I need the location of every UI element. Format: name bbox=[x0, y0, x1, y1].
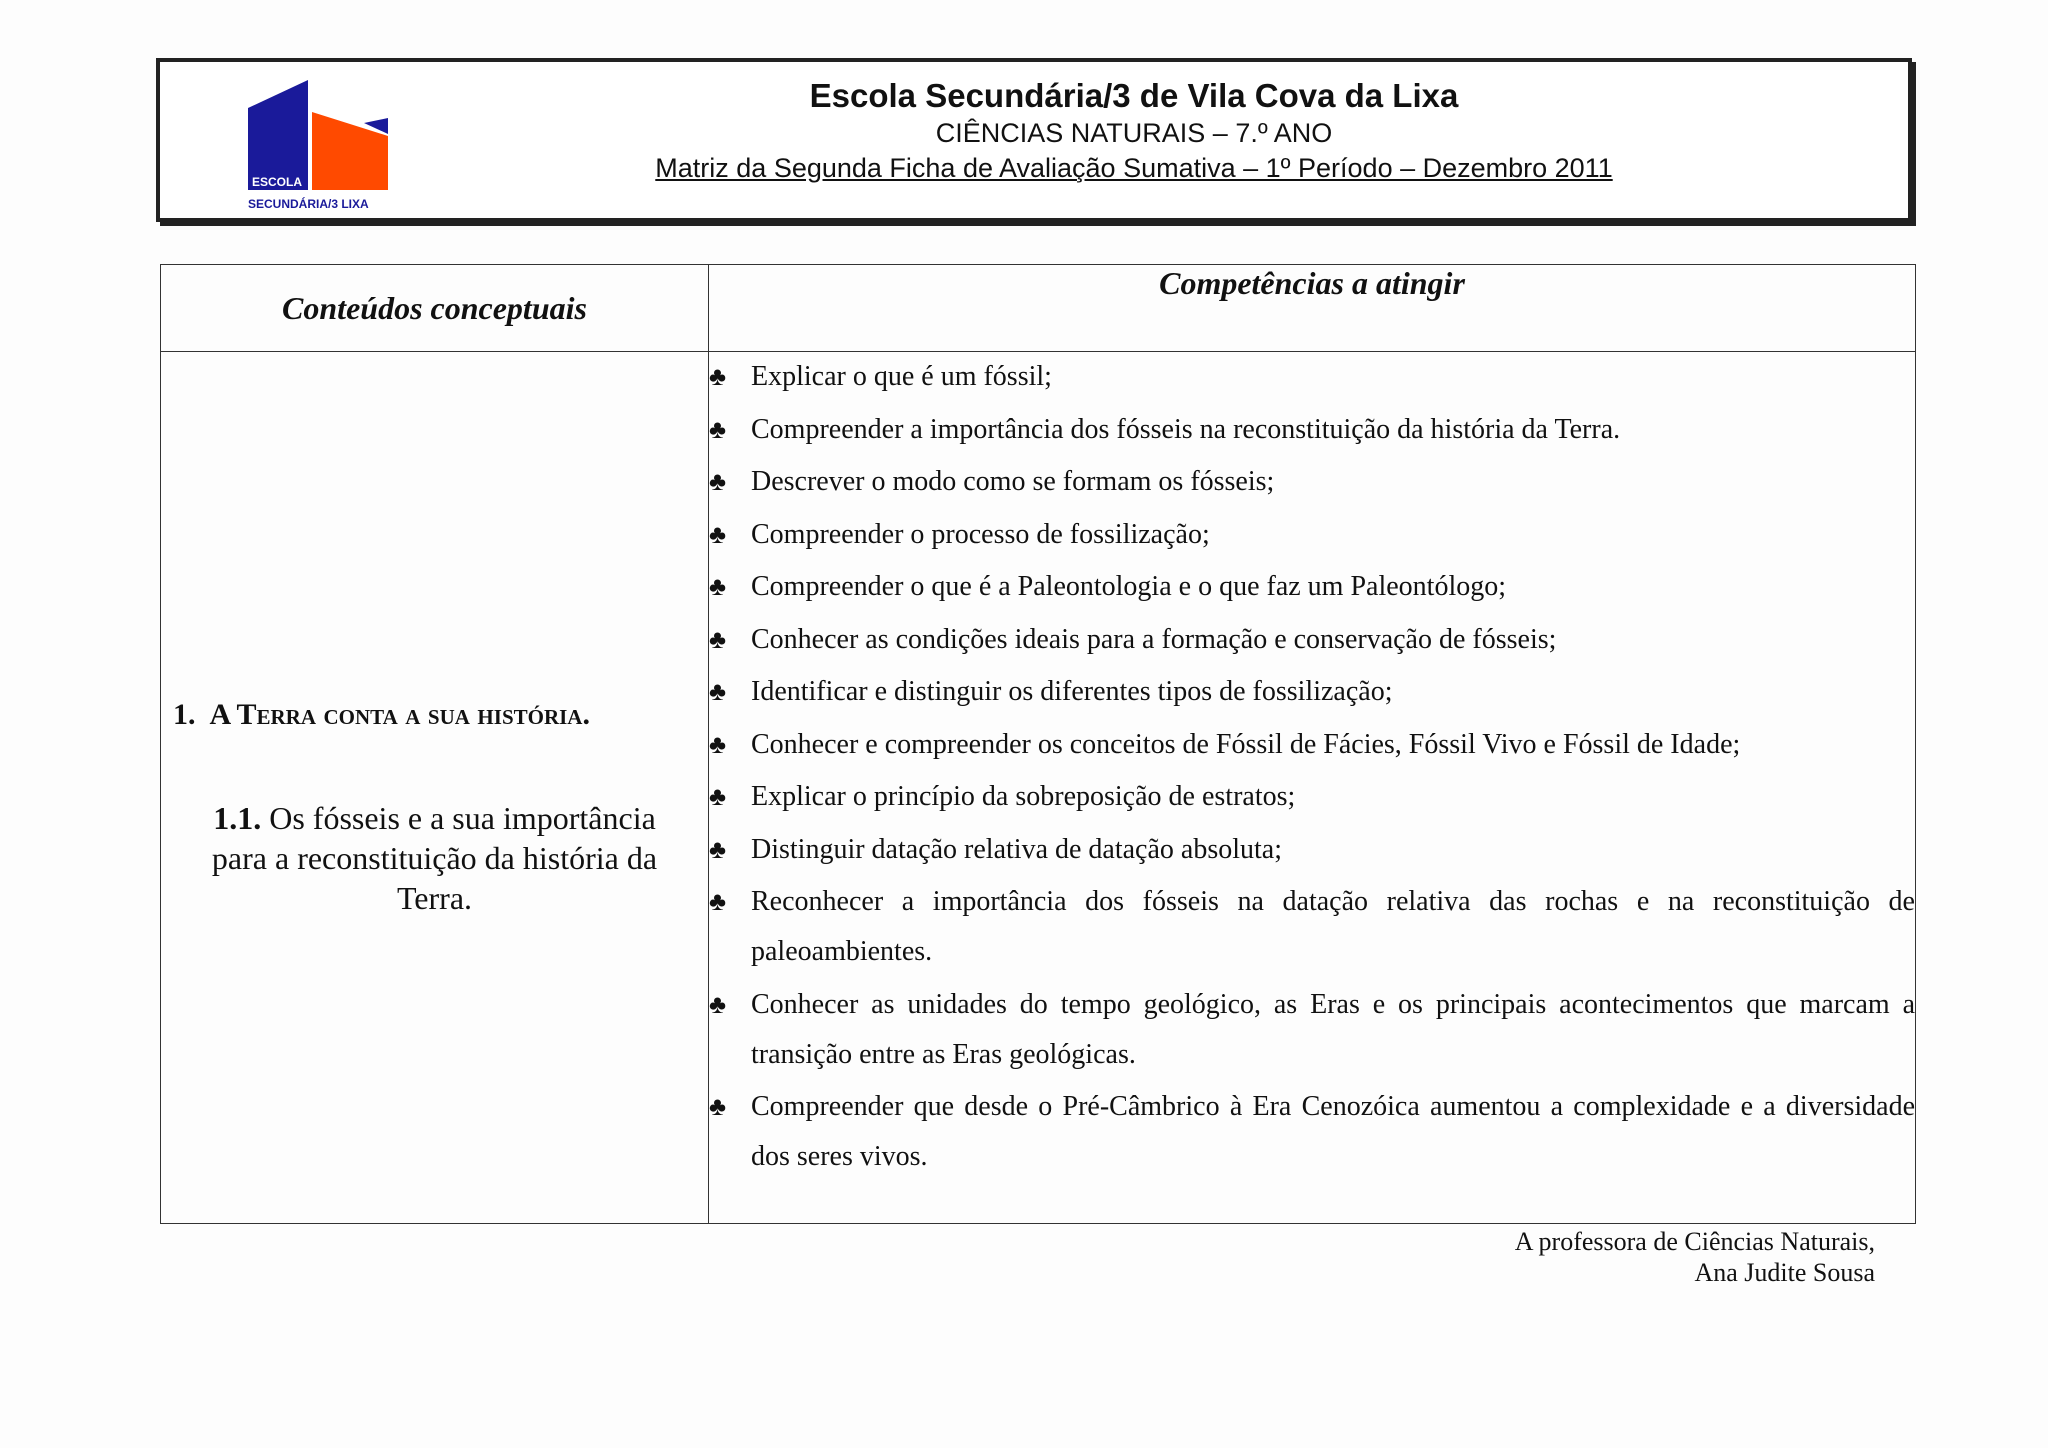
logo-text-secundaria: SECUNDÁRIA/3 LIXA bbox=[248, 197, 369, 211]
subtopic-title: Os fósseis e a sua importância para a reconstituição da história da Terra. bbox=[211, 799, 658, 916]
list-item bbox=[709, 720, 1915, 770]
competency-text: Compreender o processo de fossilização; bbox=[751, 518, 1210, 550]
club-bullet-icon: ♣ bbox=[709, 414, 727, 444]
club-bullet-icon: ♣ bbox=[709, 1092, 727, 1121]
competency-text: Reconhecer a importância dos fósseis na datação relativa das rochas e na reconstituição de paleoambientes. bbox=[751, 886, 1915, 967]
list-item bbox=[709, 405, 1915, 455]
competency-text: Compreender que desde o Pré-Câmbrico à Era Cenozóica aumentou a complexidade e a diversidade dos seres vivos. bbox=[751, 1091, 1915, 1172]
column-header-contents: Conteúdos conceptuais bbox=[161, 265, 709, 352]
list-item bbox=[709, 562, 1915, 612]
club-bullet-icon: ♣ bbox=[709, 624, 727, 654]
list-item bbox=[709, 510, 1915, 560]
competency-text: Explicar o princípio da sobreposição de estratos; bbox=[751, 781, 1296, 812]
signature-role: A professora de Ciências Naturais, bbox=[1514, 1227, 1875, 1256]
club-bullet-icon: ♣ bbox=[709, 362, 727, 391]
matrix-title: Matriz da Segunda Ficha de Avaliação Sumativa – 1º Período – Dezembro 2011 bbox=[655, 153, 1613, 183]
competency-text: Conhecer as unidades do tempo geológico, as Eras e os principais acontecimentos que marcam a transição entre as Eras geológicas. bbox=[751, 988, 1915, 1070]
competency-text: Descrever o modo como se formam os fósseis; bbox=[751, 466, 1275, 497]
competency-text: Conhecer as condições ideais para a formação e conservação de fósseis; bbox=[751, 623, 1557, 655]
list-item bbox=[709, 825, 1915, 875]
competency-text: Explicar o que é um fóssil; bbox=[751, 361, 1052, 392]
school-name: Escola Secundária/3 de Vila Cova da Lixa bbox=[809, 77, 1459, 114]
list-item bbox=[709, 980, 1915, 1080]
topic-number: 1. bbox=[173, 697, 196, 731]
signature bbox=[1515, 1226, 1875, 1288]
list-item bbox=[709, 1082, 1915, 1182]
list-item bbox=[709, 352, 1915, 402]
competencies-list bbox=[709, 352, 1915, 1182]
competency-text: Compreender o que é a Paleontologia e o que faz um Paleontólogo; bbox=[751, 571, 1507, 602]
club-bullet-icon: ♣ bbox=[709, 782, 727, 811]
logo-blue-block bbox=[248, 80, 308, 190]
competency-text: Identificar e distinguir os diferentes tipos de fossilização; bbox=[751, 676, 1393, 707]
competencies-cell bbox=[709, 352, 1916, 1224]
list-item bbox=[709, 772, 1915, 822]
subject-title: CIÊNCIAS NATURAIS – 7.º ANO bbox=[935, 118, 1333, 148]
club-bullet-icon: ♣ bbox=[709, 467, 727, 496]
signature-name: Ana Judite Sousa bbox=[1694, 1258, 1875, 1287]
logo-text-escola: ESCOLA bbox=[252, 175, 303, 189]
list-item bbox=[709, 667, 1915, 717]
list-item bbox=[709, 877, 1915, 977]
list-item bbox=[709, 457, 1915, 507]
club-bullet-icon: ♣ bbox=[709, 572, 727, 601]
document-header bbox=[156, 58, 1912, 222]
column-header-competencies: Competências a atingir bbox=[709, 265, 1916, 352]
list-item bbox=[709, 615, 1915, 665]
competencies-table bbox=[160, 264, 1916, 1224]
club-bullet-icon: ♣ bbox=[709, 989, 727, 1019]
topic-title: A Terra conta a sua história. bbox=[209, 697, 590, 731]
subtopic bbox=[191, 798, 678, 918]
school-logo bbox=[240, 78, 390, 218]
club-bullet-icon: ♣ bbox=[709, 887, 727, 916]
contents-cell bbox=[161, 352, 709, 1224]
competency-text: Conhecer e compreender os conceitos de Fóssil de Fácies, Fóssil Vivo e Fóssil de Idade; bbox=[751, 728, 1741, 760]
competency-text: Distinguir datação relativa de datação absoluta; bbox=[751, 833, 1283, 865]
club-bullet-icon: ♣ bbox=[709, 519, 727, 549]
club-bullet-icon: ♣ bbox=[709, 834, 727, 864]
club-bullet-icon: ♣ bbox=[709, 729, 727, 759]
topic-heading bbox=[161, 698, 708, 732]
subtopic-number: 1.1. bbox=[213, 799, 262, 836]
club-bullet-icon: ♣ bbox=[709, 677, 727, 706]
competency-text: Compreender a importância dos fósseis na reconstituição da história da Terra. bbox=[751, 413, 1621, 445]
